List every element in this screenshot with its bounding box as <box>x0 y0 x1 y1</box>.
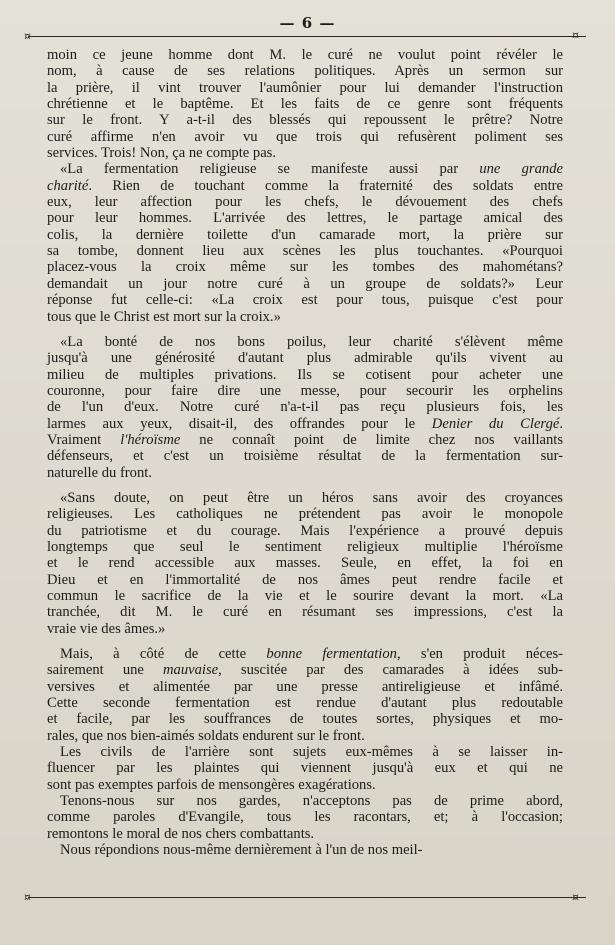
italic-text: bonne fermentation <box>266 646 397 663</box>
text-line <box>47 96 563 112</box>
paragraph <box>47 744 563 793</box>
text-line <box>47 80 563 96</box>
text-run: Dieu et en l'immortalité de nos âmes peut rendre facile et <box>47 571 563 588</box>
text-line <box>47 572 563 588</box>
corner-ornament-icon: ¤ <box>24 891 31 904</box>
text-run: milieu de multiples privations. Ils se cotisent pour acheter une <box>47 366 563 383</box>
text-run: «Sans doute, on peut être un héros sans avoir des croyances <box>60 489 563 506</box>
text-run: et le rend accessible aux masses. Seule, en effet, la foi en <box>47 555 563 572</box>
corner-ornament-icon: ¤ <box>572 891 579 904</box>
text-run: défenseurs, et c'est un troisième résultat de la fermentation sur- <box>47 448 563 465</box>
text-line <box>47 777 563 793</box>
text-run: comme paroles d'Evangile, tous les racontars, et; à l'occasion; <box>47 809 563 826</box>
text-line <box>47 276 563 292</box>
footer-rule <box>28 897 586 898</box>
text-run: «La bonté de nos bons poilus, leur charité s'élèvent même <box>60 333 563 350</box>
paragraph <box>47 47 563 161</box>
text-line <box>47 416 563 432</box>
text-line <box>47 679 563 695</box>
text-run: Nous répondions nous-même dernièrement à l'un de nos meil- <box>60 842 423 859</box>
text-line <box>47 711 563 727</box>
text-run: curé affirme n'en avoir vu que trois qui refusèrent poliment ses <box>47 128 563 145</box>
header-rule <box>28 36 586 37</box>
italic-text: charité <box>47 177 89 194</box>
text-line <box>47 539 563 555</box>
text-line <box>47 227 563 243</box>
text-run: vraie vie des âmes.» <box>47 620 166 637</box>
text-line <box>47 842 563 858</box>
text-line <box>47 506 563 522</box>
text-run: sairement une <box>47 662 164 679</box>
text-run: la prière, il vint trouver l'aumônier pour lui demander l'instruction <box>47 79 563 96</box>
text-line <box>47 826 563 842</box>
text-line <box>47 129 563 145</box>
text-line <box>47 555 563 571</box>
text-run: nom, à cause de ses relations politiques. Après un sermon sur <box>47 63 563 80</box>
text-run: commun le sacrifice de la vie et le sourire devant la mort. «La <box>47 588 563 604</box>
text-run: . <box>559 415 563 432</box>
text-run: et facile, par les souffrances de toutes sortes, physiques et mo- <box>47 711 563 728</box>
text-line <box>47 334 563 350</box>
text-run: jusqu'à une générosité d'autant plus admirable qu'ils vivent au <box>47 350 563 367</box>
text-run: ne connaît point de limite chez nos vaillants <box>180 431 564 448</box>
article-body <box>47 47 563 859</box>
paragraph <box>47 646 563 744</box>
text-line <box>47 112 563 128</box>
text-run: réponse fut celle-ci: «La croix est pour tous, puisque c'est pour <box>47 292 563 309</box>
italic-text: Denier du Clergé <box>431 415 560 432</box>
text-run: services. Trois! Non, ça ne compte pas. <box>47 145 276 162</box>
text-line <box>47 210 563 226</box>
text-run: «La fermentation religieuse se manifeste aussi par <box>60 161 480 178</box>
text-line <box>47 490 563 506</box>
text-line <box>47 194 563 210</box>
paragraph <box>47 490 563 637</box>
text-run: demandait un jour notre curé à un groupe de soldats?» Leur <box>47 275 563 292</box>
text-line <box>47 662 563 678</box>
text-line <box>47 744 563 760</box>
text-run: sont pas exemptes parfois de mensongères exagérations. <box>47 776 376 793</box>
text-line <box>47 621 563 637</box>
paragraph <box>47 842 563 858</box>
paragraph <box>47 161 563 324</box>
text-line <box>47 588 563 604</box>
text-line <box>47 523 563 539</box>
italic-text: mauvaise <box>163 662 219 679</box>
text-run: chrétienne et le baptême. Et les faits de ce genre sont fréquents <box>47 96 563 113</box>
text-run: colis, la dernière toilette d'un camarade mort, la prière sur <box>47 226 563 243</box>
text-run: , suscitée par des camarades à idées sub- <box>218 662 563 679</box>
text-run: . Rien de touchant comme la fraternité des soldats entre <box>88 177 563 194</box>
text-run: tranchée, dit M. le curé en résumant ses impressions, c'est la <box>47 604 563 621</box>
corner-ornament-icon: ¤ <box>572 29 579 42</box>
text-run: Vraiment <box>47 431 121 448</box>
text-run: du patriotisme et du courage. Mais l'expérience a prouvé depuis <box>47 522 563 539</box>
text-line <box>47 728 563 744</box>
text-run: de l'un d'eux. Notre curé n'a-t-il pas reçu plusieurs fois, les <box>47 399 563 416</box>
text-run: moin ce jeune homme dont M. le curé ne voulut point révéler le <box>47 47 563 63</box>
text-line <box>47 809 563 825</box>
text-run: longtemps que seul le sentiment religieux multiplie l'héroïsme <box>47 538 563 555</box>
text-line <box>47 63 563 79</box>
text-line <box>47 383 563 399</box>
paragraph <box>47 334 563 481</box>
text-line <box>47 292 563 308</box>
text-run: rales, que nos bien-aimés soldats endurent sur le front. <box>47 727 365 744</box>
text-line <box>47 695 563 711</box>
text-line <box>47 646 563 662</box>
text-run: Tenons-nous sur nos gardes, n'acceptons pas de prime abord, <box>60 793 563 810</box>
text-run: placez-vous la croix même sur les tombes des mahométans? <box>47 259 563 276</box>
page-number: — 6 — <box>279 14 336 32</box>
text-run: sa tombe, donnent lieu aux scènes les plus touchantes. «Pourquoi <box>47 243 563 260</box>
text-run: larmes aux yeux, disait-il, des offrandes pour le <box>47 415 432 432</box>
text-line <box>47 161 563 177</box>
text-run: naturelle du front. <box>47 464 152 481</box>
text-line <box>47 350 563 366</box>
text-run: , s'en produit néces- <box>396 646 563 663</box>
text-run: Cette seconde fermentation est rendue d'autant plus redoutable <box>47 695 563 712</box>
text-run: remontons le moral de nos chers combattants. <box>47 825 315 842</box>
text-line <box>47 793 563 809</box>
text-line <box>47 309 563 325</box>
paragraph <box>47 793 563 842</box>
text-run: Mais, à côté de cette <box>60 646 267 663</box>
text-line <box>47 145 563 161</box>
text-run: couronne, pour faire dire une messe, pour secourir les orphelins <box>47 382 563 399</box>
text-line <box>47 259 563 275</box>
corner-ornament-icon: ¤ <box>24 30 31 43</box>
text-line <box>47 367 563 383</box>
text-line <box>47 243 563 259</box>
text-run: fluencer par les plaintes qui viennent jusqu'à eux et qui ne <box>47 760 563 777</box>
text-line <box>47 448 563 464</box>
text-line <box>47 465 563 481</box>
text-run: sur le front. Y a-t-il des blessés qui repoussent le prêtre? Notre <box>47 112 563 129</box>
italic-text: une grande <box>479 161 563 178</box>
text-line <box>47 432 563 448</box>
text-line <box>47 47 563 63</box>
text-line <box>47 399 563 415</box>
text-run: tous que le Christ est mort sur la croix.» <box>47 308 281 325</box>
text-line <box>47 604 563 620</box>
text-run: eux, leur affection pour les chefs, le dévouement des chefs <box>47 194 563 211</box>
text-run: pour leur hommes. L'arrivée des lettres, le partage amical des <box>47 210 563 227</box>
italic-text: l'héroïsme <box>120 431 181 448</box>
text-run: Les civils de l'arrière sont sujets eux-mêmes à se laisser in- <box>60 744 563 761</box>
text-line <box>47 760 563 776</box>
text-line <box>47 178 563 194</box>
text-run: versives et alimentée par une presse antireligieuse et infâmé. <box>47 678 563 695</box>
text-run: religieuses. Les catholiques ne prétendent pas avoir le monopole <box>47 506 563 523</box>
